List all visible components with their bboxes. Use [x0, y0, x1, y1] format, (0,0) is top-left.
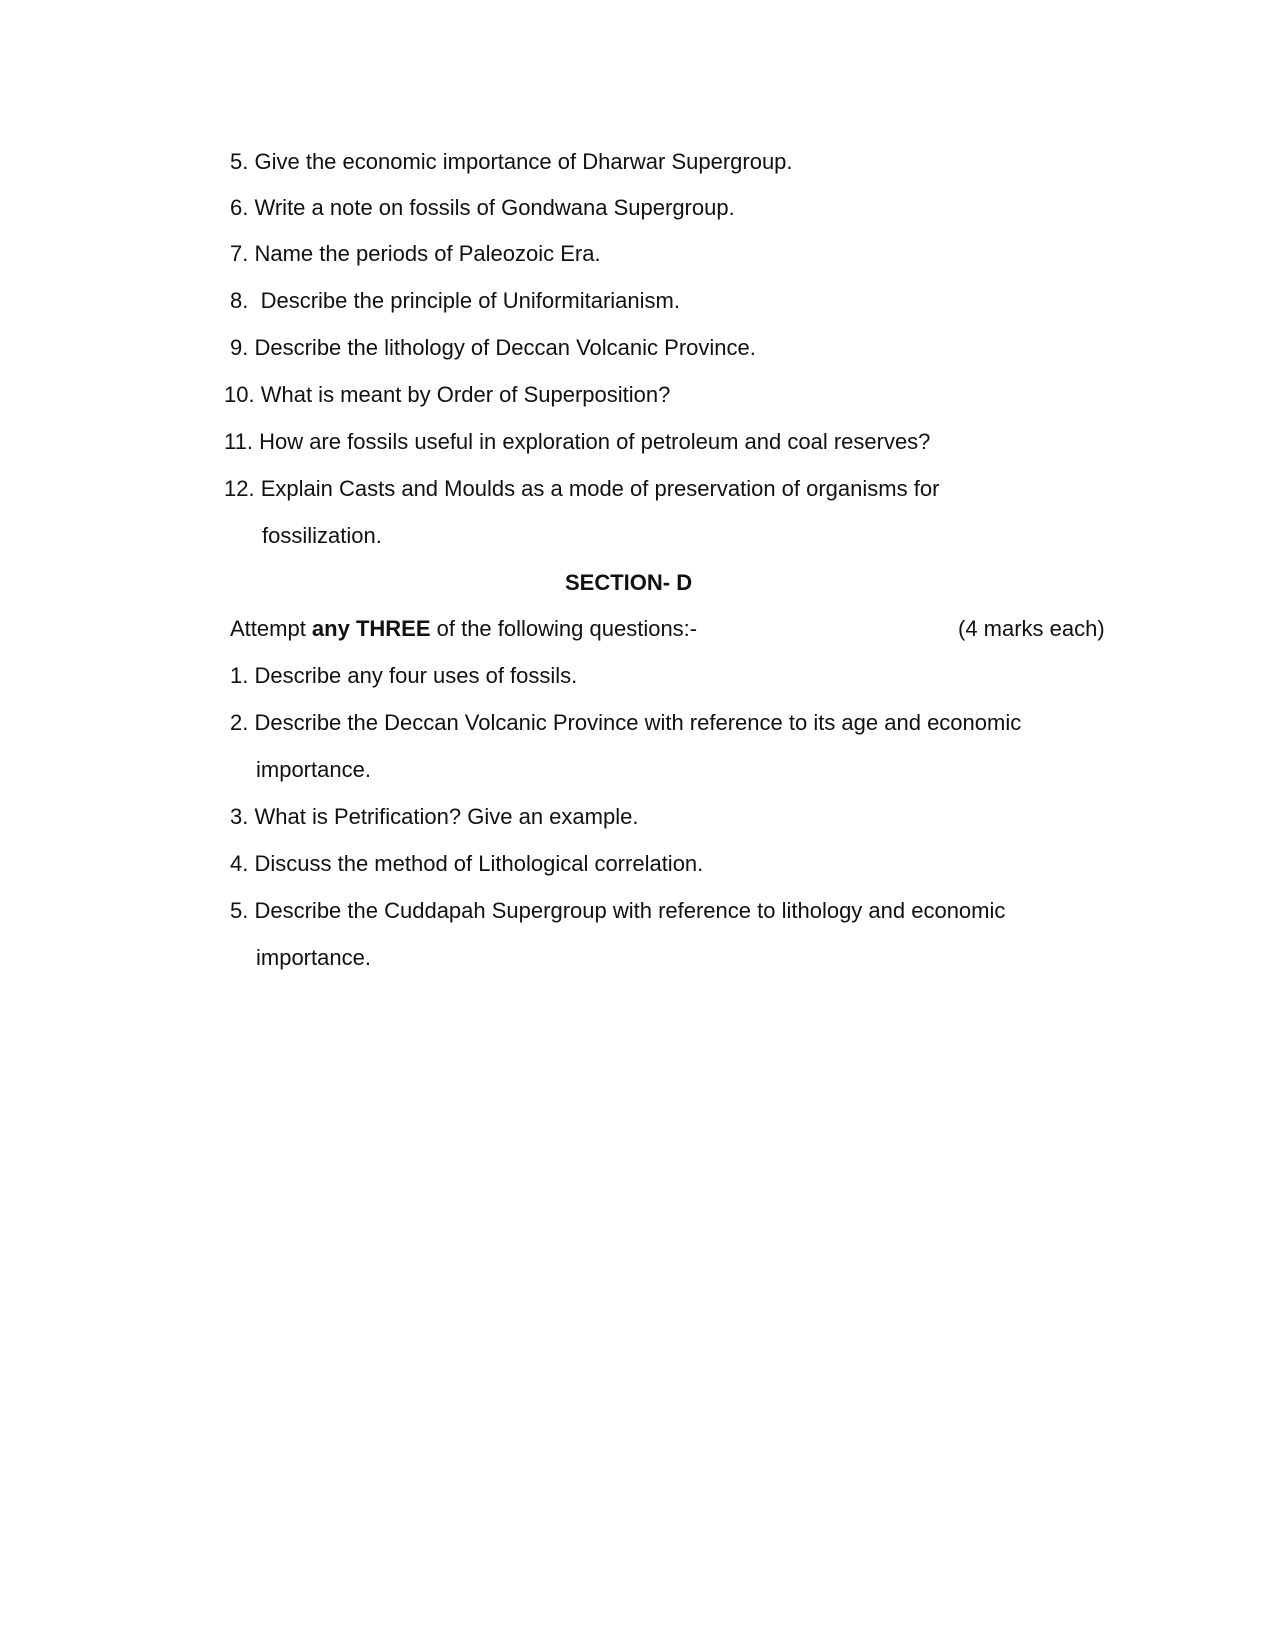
question-number: 4. [230, 851, 249, 876]
question-c-6 [230, 195, 735, 221]
question-text: What is meant by Order of Superposition? [260, 382, 671, 407]
question-text: Give the economic importance of Dharwar Supergroup. [254, 149, 793, 174]
question-c-9 [230, 335, 756, 361]
question-c-8 [230, 288, 680, 314]
question-number: 9. [230, 335, 249, 360]
question-number: 11. [224, 429, 253, 454]
question-text: Describe the Deccan Volcanic Province with reference to its age and economic [254, 710, 1022, 735]
question-number: 8. [230, 288, 249, 313]
question-text: Explain Casts and Moulds as a mode of preservation of organisms for [260, 476, 940, 501]
question-number: 6. [230, 195, 249, 220]
instruction-prefix: Attempt [230, 616, 312, 641]
question-number: 10. [224, 382, 255, 407]
question-number: 5. [230, 898, 249, 923]
question-d-5 [230, 898, 1005, 924]
question-d-4 [230, 851, 703, 877]
question-d-3 [230, 804, 638, 830]
marks-label: (4 marks each) [958, 616, 1105, 641]
question-c-12 [224, 476, 939, 502]
question-text: What is Petrification? Give an example. [254, 804, 639, 829]
instruction-emphasis: any THREE [311, 616, 431, 641]
question-c-5 [230, 149, 793, 175]
question-text: How are fossils useful in exploration of petroleum and coal reserves? [259, 429, 931, 454]
question-d-5-continuation: importance. [256, 945, 371, 970]
question-text: Write a note on fossils of Gondwana Supergroup. [254, 195, 735, 220]
question-number: 1. [230, 663, 249, 688]
question-text: Describe the lithology of Deccan Volcanic Province. [254, 335, 756, 360]
question-c-11 [224, 429, 930, 455]
question-text: Describe the Cuddapah Supergroup with reference to lithology and economic [254, 898, 1006, 923]
question-text: Name the periods of Paleozoic Era. [254, 241, 601, 266]
question-d-2-continuation: importance. [256, 757, 371, 782]
question-c-7 [230, 241, 601, 267]
question-c-12-continuation: fossilization. [262, 523, 382, 548]
question-d-1 [230, 663, 577, 689]
question-c-10 [224, 382, 670, 408]
question-number: 12. [224, 476, 255, 501]
question-text: Discuss the method of Lithological correlation. [254, 851, 704, 876]
question-d-2 [230, 710, 1021, 736]
question-text: Describe any four uses of fossils. [254, 663, 578, 688]
question-number: 2. [230, 710, 249, 735]
section-heading: SECTION- D [565, 570, 693, 595]
question-number: 5. [230, 149, 249, 174]
section-instruction [230, 616, 697, 642]
question-number: 3. [230, 804, 249, 829]
question-text: Describe the principle of Uniformitarianism. [254, 288, 680, 313]
question-number: 7. [230, 241, 249, 266]
instruction-suffix: of the following questions:- [430, 616, 698, 641]
